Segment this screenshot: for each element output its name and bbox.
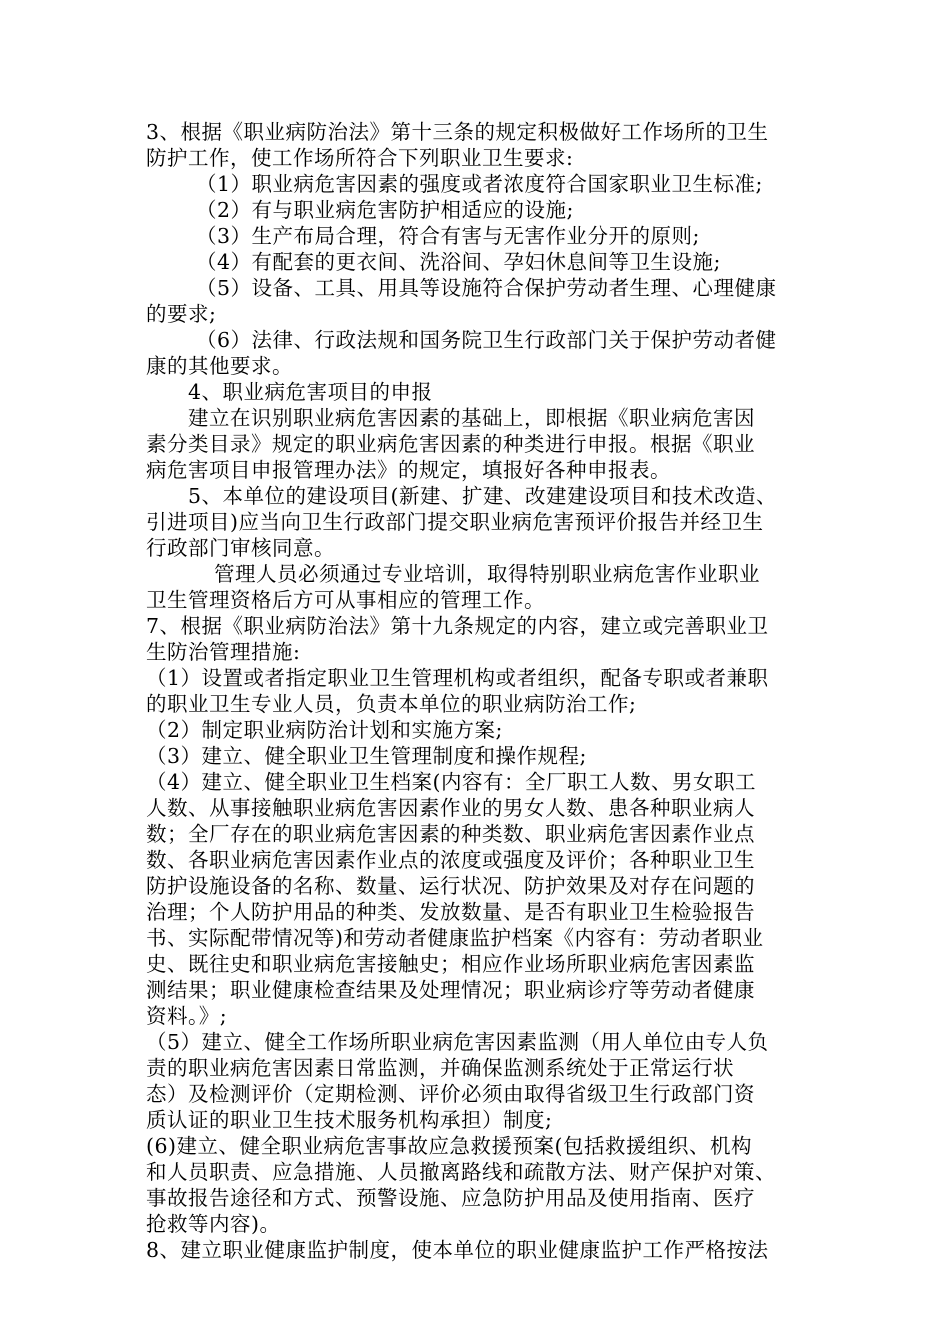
text-line: 责的职业病危害因素日常监测，并确保监测系统处于正常运行状: [146, 1056, 734, 1080]
text-line: （3）生产布局合理，符合有害与无害作业分开的原则;: [196, 224, 700, 248]
text-line: 3、根据《职业病防治法》第十三条的规定积极做好工作场所的卫生: [146, 120, 769, 144]
text-line: 建立在识别职业病危害因素的基础上，即根据《职业病危害因: [188, 406, 755, 430]
section-heading: 4、职业病危害项目的申报: [188, 380, 433, 404]
text-line: 的要求;: [146, 302, 217, 326]
text-line: 引进项目)应当向卫生行政部门提交职业病危害预评价报告并经卫生: [146, 510, 764, 534]
text-line: 卫生管理资格后方可从事相应的管理工作。: [146, 588, 545, 612]
text-line: 态）及检测评价（定期检测、评价必须由取得省级卫生行政部门资: [146, 1082, 755, 1106]
text-line: 的职业卫生专业人员，负责本单位的职业病防治工作;: [146, 692, 637, 716]
text-line: 和人员职责、应急措施、人员撤离路线和疏散方法、财产保护对策、: [146, 1160, 776, 1184]
text-line: 7、根据《职业病防治法》第十九条规定的内容，建立或完善职业卫: [146, 614, 769, 638]
text-line: （4）建立、健全职业卫生档案(内容有：全厂职工人数、男女职工: [146, 770, 757, 794]
text-line: 素分类目录》规定的职业病危害因素的种类进行申报。根据《职业: [146, 432, 755, 456]
text-line: 史、既往史和职业病危害接触史；相应作业场所职业病危害因素监: [146, 952, 755, 976]
text-line: 资料。》;: [146, 1004, 228, 1028]
text-line: 防护设施设备的名称、数量、运行状况、防护效果及对存在问题的: [146, 874, 755, 898]
text-line: 数；全厂存在的职业病危害因素的种类数、职业病危害因素作业点: [146, 822, 755, 846]
text-line: 事故报告途径和方式、预警设施、应急防护用品及使用指南、医疗: [146, 1186, 755, 1210]
text-line: 书、实际配带情况等)和劳动者健康监护档案《内容有：劳动者职业: [146, 926, 764, 950]
text-line: 质认证的职业卫生技术服务机构承担）制度;: [146, 1108, 553, 1132]
text-line: 康的其他要求。: [146, 354, 293, 378]
text-line: （5）设备、工具、用具等设施符合保护劳动者生理、心理健康: [196, 276, 777, 300]
text-line: 人数、从事接触职业病危害因素作业的男女人数、患各种职业病人: [146, 796, 755, 820]
text-line: 管理人员必须通过专业培训，取得特别职业病危害作业职业: [214, 562, 760, 586]
text-line: 数、各职业病危害因素作业点的浓度或强度及评价；各种职业卫生: [146, 848, 755, 872]
text-line: （6）法律、行政法规和国务院卫生行政部门关于保护劳动者健: [196, 328, 777, 352]
text-line: (6)建立、健全职业病危害事故应急救援预案(包括救援组织、机构: [146, 1134, 753, 1158]
text-line: （1）职业病危害因素的强度或者浓度符合国家职业卫生标准;: [196, 172, 763, 196]
text-line: 抢救等内容)。: [146, 1212, 281, 1236]
text-line: （1）设置或者指定职业卫生管理机构或者组织，配备专职或者兼职: [146, 666, 769, 690]
text-line: 病危害项目申报管理办法》的规定，填报好各种申报表。: [146, 458, 671, 482]
text-line: 防护工作，使工作场所符合下列职业卫生要求:: [146, 146, 574, 170]
text-line: （4）有配套的更衣间、洗浴间、孕妇休息间等卫生设施;: [196, 250, 721, 274]
text-line: 5、本单位的建设项目(新建、扩建、改建建设项目和技术改造、: [188, 484, 778, 508]
text-line: 治理；个人防护用品的种类、发放数量、是否有职业卫生检验报告: [146, 900, 755, 924]
text-line: （2）制定职业病防治计划和实施方案;: [146, 718, 503, 742]
text-line: （2）有与职业病危害防护相适应的设施;: [196, 198, 574, 222]
text-line: 生防治管理措施:: [146, 640, 301, 664]
text-line: 测结果；职业健康检查结果及处理情况；职业病诊疗等劳动者健康: [146, 978, 755, 1002]
text-line: （5）建立、健全工作场所职业病危害因素监测（用人单位由专人负: [146, 1030, 769, 1054]
text-line: 8、建立职业健康监护制度，使本单位的职业健康监护工作严格按法: [146, 1238, 769, 1262]
text-line: （3）建立、健全职业卫生管理制度和操作规程;: [146, 744, 587, 768]
text-line: 行政部门审核同意。: [146, 536, 335, 560]
